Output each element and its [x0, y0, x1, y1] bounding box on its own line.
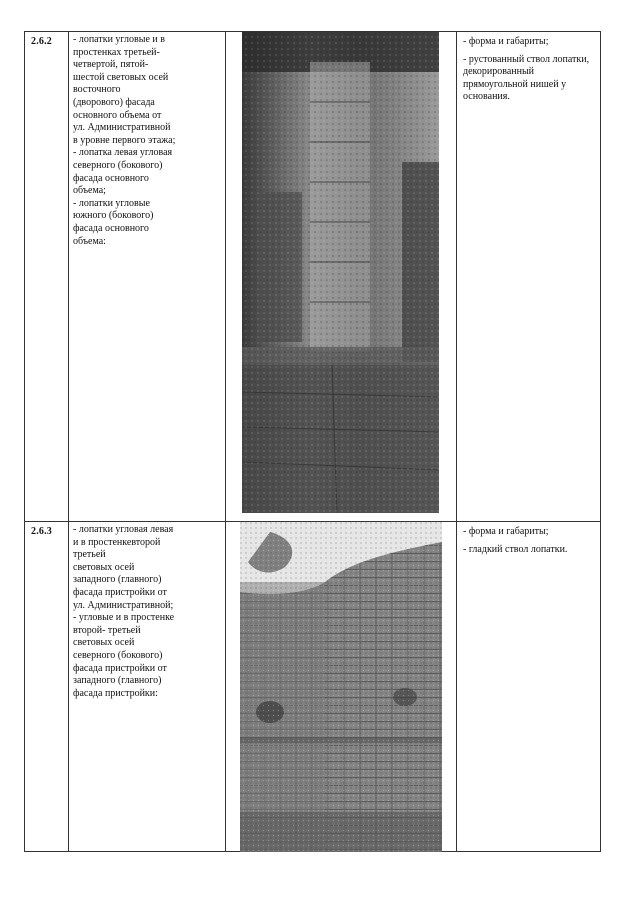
description-cell [69, 32, 226, 522]
item-number: 2.6.3 [31, 526, 52, 537]
photo-of-smooth-brick-pilaster-icon [240, 522, 442, 852]
description-cell [69, 522, 226, 852]
photo-cell [226, 522, 457, 852]
table-row [25, 32, 601, 522]
item-description: - лопатки угловая левая и в простенкевторой третьей световых осей западного (главного) фасада пристройки от ул. Административной; - угловые и в простенке второй- третьей световых осей северного (бокового) фасада пристройки от западного (главного) фасада пристройки: [73, 524, 175, 699]
item-number-cell [25, 32, 69, 522]
item-number-cell [25, 522, 69, 852]
features-cell [457, 522, 601, 852]
smooth-brick-pilaster-photo [240, 522, 442, 852]
feature-item: - гладкий ствол лопатки. [463, 543, 568, 555]
photo-of-rusticated-pilaster-icon [242, 32, 439, 513]
feature-item: - форма и габариты; [463, 526, 549, 537]
monument-features-table [24, 31, 601, 852]
feature-item: - форма и габариты; [463, 36, 549, 47]
photo-cell [226, 32, 457, 522]
item-number: 2.6.2 [31, 36, 52, 47]
item-description: - лопатки угловые и в простенках третьей- четвертой, пятой- шестой световых осей восточного (дворового) фасада основного объема от ул. Административной в уровне первого этажа; - лопатка левая угловая северного (бокового) фасада основного объема; - лопатки угловые южного (бокового) фасада основного объема: [73, 34, 176, 247]
table-row [25, 522, 601, 852]
rusticated-pilaster-photo [242, 32, 439, 513]
features-cell [457, 32, 601, 522]
feature-item: - рустованный ствол лопатки, декорированный прямоугольной нишей у основания. [463, 53, 590, 103]
